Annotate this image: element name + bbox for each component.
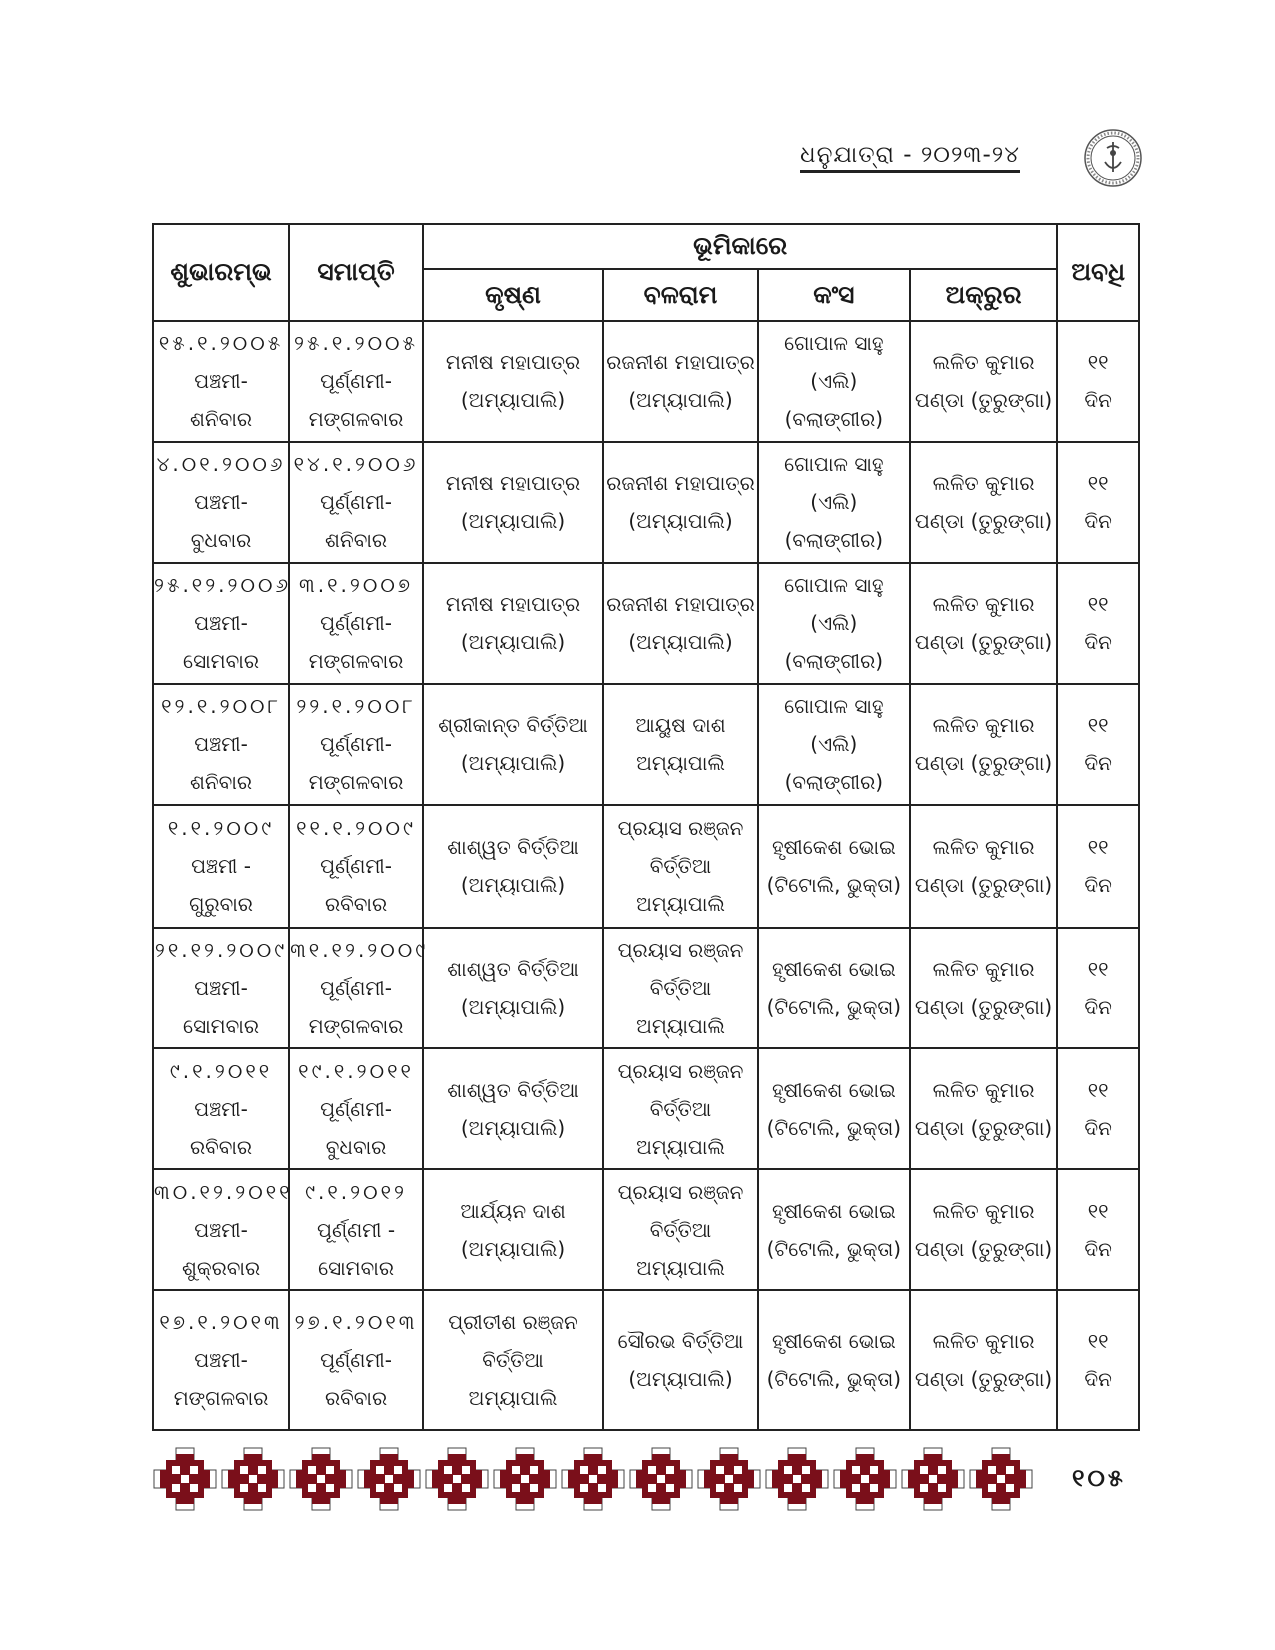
duration-cell-line: ୧୧ <box>1087 835 1109 860</box>
start-cell-line: ୧୨.୧.୨୦୦୮ <box>161 694 281 719</box>
balaram-cell <box>603 684 758 805</box>
balaram-cell-line: ବିର୍ତ୍ତିଆ <box>649 854 712 879</box>
akrura-cell-line: ପଣ୍ଡା (ତୁରୁଙ୍ଗା) <box>914 873 1053 898</box>
balaram-cell-line: ରଜନୀଶ ମହାପାତ୍ର <box>606 471 755 496</box>
balaram-cell-line: ବିର୍ତ୍ତିଆ <box>649 1096 712 1121</box>
krishna-cell-line: ଶ୍ରୀକାନ୍ତ ବିର୍ତ୍ତିଆ <box>438 713 588 738</box>
end-cell-line: ପୂର୍ଣ୍ଣମୀ- <box>320 976 392 1000</box>
kansa-cell-line: ଗୋପାଳ ସାହୁ <box>784 694 884 719</box>
start-cell-line: ପଞ୍ଚମୀ- <box>194 369 248 394</box>
krishna-cell-line: ପ୍ରୀତୀଶ ରଞ୍ଜନ <box>448 1310 578 1335</box>
cross-motif-icon <box>560 1446 626 1512</box>
table-row <box>153 1048 1139 1169</box>
start-cell-line: ୩୦.୧୨.୨୦୧୧ <box>154 1179 293 1204</box>
duration-cell <box>1057 684 1139 805</box>
balaram-cell <box>603 805 758 928</box>
kansa-cell-line: ହୃଷୀକେଶ ଭୋଇ <box>771 835 896 860</box>
start-cell <box>153 442 289 563</box>
table-row <box>153 1290 1139 1430</box>
end-cell-line: ପୂର୍ଣ୍ଣମୀ- <box>320 490 392 515</box>
duration-cell-line: ଦିନ <box>1084 388 1112 413</box>
akrura-cell-line: ଲଳିତ କୁମାର <box>932 835 1035 860</box>
akrura-cell-line: ଲଳିତ କୁମାର <box>932 1077 1035 1102</box>
end-cell-line: ମଙ୍ଗଳବାର <box>308 770 404 795</box>
start-cell <box>153 563 292 684</box>
emblem-seal-icon <box>1083 128 1143 188</box>
kansa-cell-line: ହୃଷୀକେଶ ଭୋଇ <box>771 1329 896 1354</box>
end-cell-line: ମଙ୍ଗଳବାର <box>308 407 404 432</box>
balaram-cell-line: (ଅମ୍ୟାପାଲି) <box>628 1367 733 1392</box>
header-title: ଧନୁଯାତ୍ରା - ୨୦୨୩-୨୪ <box>800 142 1020 173</box>
kansa-cell-line: (ଏଲି) <box>810 369 858 394</box>
column-header-akrura: ଅକ୍ରୁର <box>910 269 1058 321</box>
krishna-cell-line: ମନୀଷ ମହାପାତ୍ର <box>445 350 581 375</box>
balaram-cell <box>603 563 758 684</box>
start-cell-line: ପଞ୍ଚମୀ- <box>194 732 248 757</box>
krishna-cell-line: ଶାଶ୍ୱତ ବିର୍ତ୍ତିଆ <box>447 1077 579 1102</box>
cross-motif-icon <box>832 1446 898 1512</box>
start-cell-line: ୪.୦୧.୨୦୦୬ <box>156 452 286 477</box>
krishna-cell-line: (ଅମ୍ୟାପାଲି) <box>460 1115 566 1140</box>
balaram-cell-line: ରଜନୀଶ ମହାପାତ୍ର <box>606 350 755 375</box>
krishna-cell <box>423 805 603 928</box>
end-cell <box>289 563 423 684</box>
cross-motif-icon <box>900 1446 966 1512</box>
kansa-cell-line: ଗୋପାଳ ସାହୁ <box>784 331 884 356</box>
table-row <box>153 442 1139 563</box>
page-header <box>800 128 1260 198</box>
krishna-cell-line: ମନୀଷ ମହାପାତ୍ର <box>445 471 581 496</box>
krishna-cell-line: ଅମ୍ୟାପାଲି <box>468 1386 558 1411</box>
akrura-cell-line: ଲଳିତ କୁମାର <box>932 350 1035 375</box>
start-cell-line: ମଙ୍ଗଳବାର <box>173 1386 269 1411</box>
kansa-cell <box>758 1048 910 1169</box>
krishna-cell-line: (ଅମ୍ୟାପାଲି) <box>460 388 566 413</box>
cross-motif-icon <box>492 1446 558 1512</box>
duration-cell <box>1057 1169 1139 1290</box>
duration-cell-line: ୧୧ <box>1087 957 1109 981</box>
krishna-cell-line: ଶାଶ୍ୱତ ବିର୍ତ୍ତିଆ <box>447 835 579 860</box>
end-cell-line: ୨୫.୧.୨୦୦୫ <box>294 331 419 356</box>
kansa-cell-line: (ବଲାଙ୍ଗୀର) <box>784 407 884 432</box>
start-cell-line: ୧୫.୧.୨୦୦୫ <box>158 331 284 356</box>
duration-cell <box>1057 928 1139 1049</box>
balaram-cell-line: ବିର୍ତ୍ତିଆ <box>649 1217 712 1242</box>
duration-cell-line: ଦିନ <box>1084 1236 1112 1261</box>
end-cell-line: ୯.୧.୨୦୧୨ <box>305 1179 407 1204</box>
table-body <box>153 321 1139 1430</box>
krishna-cell <box>423 684 603 805</box>
cross-motif-icon <box>424 1446 490 1512</box>
akrura-cell-line: ଲଳିତ କୁମାର <box>932 471 1035 496</box>
akrura-cell-line: ପଣ୍ଡା (ତୁରୁଙ୍ଗା) <box>914 995 1053 1019</box>
page-footer <box>152 1446 1152 1516</box>
cross-motif-icon <box>220 1446 286 1512</box>
end-cell <box>289 321 423 442</box>
balaram-cell <box>603 1169 758 1290</box>
balaram-cell-line: ପ୍ରୟାସ ରଞ୍ଜନ <box>617 938 744 962</box>
start-cell-line: ରବିବାର <box>189 1134 253 1159</box>
duration-cell-line: ୧୧ <box>1087 350 1109 375</box>
balaram-cell <box>603 442 758 563</box>
start-cell-line: ଶନିବାର <box>190 770 253 795</box>
table-row <box>153 684 1139 805</box>
krishna-cell <box>423 1048 603 1169</box>
kansa-cell <box>758 1169 910 1290</box>
kansa-cell-line: (ଟିଟୋଲି, ଭୁକ୍ତା) <box>766 995 902 1019</box>
akrura-cell-line: ପଣ୍ଡା (ତୁରୁଙ୍ଗା) <box>914 751 1053 776</box>
kansa-cell-line: (ଟିଟୋଲି, ଭୁକ୍ତା) <box>766 1115 902 1140</box>
duration-cell-line: ଦିନ <box>1084 1115 1112 1140</box>
akrura-cell <box>910 321 1058 442</box>
balaram-cell-line: ରଜନୀଶ ମହାପାତ୍ର <box>606 592 755 617</box>
duration-cell <box>1057 805 1139 928</box>
balaram-cell-line: (ଅମ୍ୟାପାଲି) <box>628 630 733 655</box>
start-cell-line: ପଞ୍ଚମୀ - <box>191 854 251 879</box>
krishna-cell <box>423 321 603 442</box>
akrura-cell-line: ପଣ୍ଡା (ତୁରୁଙ୍ଗା) <box>914 630 1053 655</box>
end-cell-line: ୧୧.୧.୨୦୦୯ <box>296 816 416 841</box>
kansa-cell-line: ହୃଷୀକେଶ ଭୋଇ <box>771 957 896 981</box>
end-cell <box>289 684 423 805</box>
duration-cell-line: ୧୧ <box>1087 1077 1109 1102</box>
krishna-cell <box>423 442 603 563</box>
start-cell <box>153 1048 289 1169</box>
duration-cell <box>1057 321 1139 442</box>
kansa-cell-line: (ଏଲି) <box>810 732 858 757</box>
balaram-cell-line: ପ୍ରୟାସ ରଞ୍ଜନ <box>617 1179 744 1204</box>
balaram-cell-line: ପ୍ରୟାସ ରଞ୍ଜନ <box>617 1058 744 1083</box>
kansa-cell <box>758 563 910 684</box>
start-cell-line: ସୋମବାର <box>183 1014 259 1038</box>
end-cell-line: ପୂର୍ଣ୍ଣମୀ- <box>320 732 392 757</box>
akrura-cell-line: ଲଳିତ କୁମାର <box>932 1198 1035 1223</box>
cross-motif-icon <box>696 1446 762 1512</box>
kansa-cell-line: (ବଲାଙ୍ଗୀର) <box>784 528 884 553</box>
end-cell-line: ପୂର୍ଣ୍ଣମୀ- <box>320 1096 392 1121</box>
akrura-cell <box>910 1048 1058 1169</box>
table-row <box>153 928 1139 1049</box>
end-cell-line: ୩୧.୧୨.୨୦୦୯ <box>290 938 429 962</box>
start-cell-line: ୯.୧.୨୦୧୧ <box>169 1058 273 1083</box>
end-cell <box>289 1169 423 1290</box>
duration-cell-line: ୧୧ <box>1087 1198 1109 1223</box>
akrura-cell-line: ପଣ୍ଡା (ତୁରୁଙ୍ଗା) <box>914 509 1053 534</box>
akrura-cell <box>910 563 1058 684</box>
start-cell <box>153 1290 289 1430</box>
balaram-cell-line: ଅମ୍ୟାପାଲି <box>636 1134 725 1159</box>
balaram-cell-line: ସୌରଭ ବିର୍ତ୍ତିଆ <box>617 1329 744 1354</box>
akrura-cell-line: ଲଳିତ କୁମାର <box>932 592 1035 617</box>
end-cell-line: ୧୪.୧.୨୦୦୬ <box>293 452 419 477</box>
akrura-cell-line: ପଣ୍ଡା (ତୁରୁଙ୍ଗା) <box>914 1115 1053 1140</box>
kansa-cell-line: (ଟିଟୋଲି, ଭୁକ୍ତା) <box>766 873 902 898</box>
duration-cell-line: ୧୧ <box>1087 592 1109 617</box>
akrura-cell-line: ପଣ୍ଡା (ତୁରୁଙ୍ଗା) <box>914 388 1053 413</box>
end-cell-line: ରବିବାର <box>324 892 388 917</box>
start-cell-line: ୨୫.୧୨.୨୦୦୬ <box>154 573 292 598</box>
start-cell-line: ପଞ୍ଚମୀ- <box>194 1217 248 1242</box>
end-cell <box>289 805 423 928</box>
balaram-cell-line: (ଅମ୍ୟାପାଲି) <box>628 388 733 413</box>
table-row <box>153 805 1139 928</box>
balaram-cell-line: ଆୟୁଷ ଦାଶ <box>635 713 726 738</box>
cross-motif-icon <box>628 1446 694 1512</box>
krishna-cell-line: (ଅମ୍ୟାପାଲି) <box>460 1236 566 1261</box>
table-row <box>153 563 1139 684</box>
krishna-cell <box>423 1290 603 1430</box>
balaram-cell <box>603 321 758 442</box>
duration-cell <box>1057 1048 1139 1169</box>
end-cell-line: ପୂର୍ଣ୍ଣମୀ- <box>320 1348 392 1373</box>
table-row <box>153 321 1139 442</box>
column-header-roles: ଭୂମିକାରେ <box>423 224 1057 269</box>
duration-cell-line: ୧୧ <box>1087 1329 1109 1354</box>
krishna-cell-line: (ଅମ୍ୟାପାଲି) <box>460 630 566 655</box>
balaram-cell <box>603 1290 758 1430</box>
end-cell-line: ୨୭.୧.୨୦୧୩ <box>294 1310 418 1335</box>
end-cell-line: ପୂର୍ଣ୍ଣମୀ - <box>316 1217 396 1242</box>
start-cell-line: ପଞ୍ଚମୀ- <box>194 611 248 636</box>
krishna-cell-line: (ଅମ୍ୟାପାଲି) <box>460 873 566 898</box>
start-cell-line: ୨୧.୧୨.୨୦୦୯ <box>154 938 288 962</box>
start-cell-line: ଶୁକ୍ରବାର <box>181 1255 261 1280</box>
balaram-cell-line: ପ୍ରୟାସ ରଞ୍ଜନ <box>617 816 744 841</box>
akrura-cell-line: ଲଳିତ କୁମାର <box>932 1329 1035 1354</box>
performance-table <box>152 223 1140 1431</box>
end-cell-line: ପୂର୍ଣ୍ଣମୀ- <box>320 369 392 394</box>
krishna-cell-line: (ଅମ୍ୟାପାଲି) <box>460 995 566 1019</box>
akrura-cell <box>910 1169 1058 1290</box>
balaram-cell-line: ବିର୍ତ୍ତିଆ <box>649 976 712 1000</box>
duration-cell-line: ଦିନ <box>1084 630 1112 655</box>
kansa-cell-line: (ବଲାଙ୍ଗୀର) <box>784 770 884 795</box>
kansa-cell-line: ଗୋପାଳ ସାହୁ <box>784 573 884 598</box>
duration-cell-line: ୧୧ <box>1087 471 1109 496</box>
start-cell <box>153 928 289 1049</box>
end-cell-line: ୩.୧.୨୦୦୭ <box>299 573 414 598</box>
end-cell-line: ରବିବାର <box>324 1386 388 1411</box>
kansa-cell <box>758 321 910 442</box>
krishna-cell-line: ବିର୍ତ୍ତିଆ <box>482 1348 544 1373</box>
kansa-cell-line: (ଏଲି) <box>810 611 858 636</box>
krishna-cell-line: (ଅମ୍ୟାପାଲି) <box>460 751 566 776</box>
start-cell <box>153 1169 293 1290</box>
column-header-krishna: କୃଷ୍ଣ <box>423 269 603 321</box>
end-cell-line: ଶନିବାର <box>325 528 388 553</box>
page-number: ୧୦୫ <box>1072 1464 1126 1492</box>
duration-cell-line: ଦିନ <box>1084 1367 1112 1392</box>
cross-motif-icon <box>356 1446 422 1512</box>
cross-motif-icon <box>764 1446 830 1512</box>
cross-motif-icon <box>152 1446 218 1512</box>
akrura-cell-line: ପଣ୍ଡା (ତୁରୁଙ୍ଗା) <box>914 1367 1053 1392</box>
akrura-cell-line: ପଣ୍ଡା (ତୁରୁଙ୍ଗା) <box>914 1236 1053 1261</box>
balaram-cell-line: ଅମ୍ୟାପାଲି <box>636 751 725 776</box>
end-cell-line: ପୂର୍ଣ୍ଣମୀ- <box>320 854 392 879</box>
start-cell-line: ସୋମବାର <box>183 649 259 674</box>
start-cell-line: ପଞ୍ଚମୀ- <box>194 490 248 515</box>
kansa-cell-line: ଗୋପାଳ ସାହୁ <box>784 452 884 477</box>
end-cell-line: ପୂର୍ଣ୍ଣମୀ- <box>320 611 392 636</box>
duration-cell <box>1057 1290 1139 1430</box>
start-cell-line: ପଞ୍ଚମୀ- <box>194 1348 248 1373</box>
akrura-cell <box>910 805 1058 928</box>
kansa-cell <box>758 1290 910 1430</box>
kansa-cell-line: ହୃଷୀକେଶ ଭୋଇ <box>771 1198 896 1223</box>
krishna-cell <box>423 563 603 684</box>
end-cell-line: ୧୯.୧.୨୦୧୧ <box>298 1058 414 1083</box>
kansa-cell <box>758 805 910 928</box>
balaram-cell <box>603 1048 758 1169</box>
column-header-balaram: ବଳରାମ <box>603 269 758 321</box>
akrura-cell <box>910 928 1058 1049</box>
akrura-cell-line: ଲଳିତ କୁମାର <box>932 713 1035 738</box>
end-cell-line: ୨୨.୧.୨୦୦୮ <box>296 694 416 719</box>
duration-cell-line: ଦିନ <box>1084 873 1112 898</box>
start-cell <box>153 321 289 442</box>
end-cell-line: ମଙ୍ଗଳବାର <box>308 649 404 674</box>
balaram-cell-line: ଅମ୍ୟାପାଲି <box>636 892 725 917</box>
kansa-cell-line: (ଏଲି) <box>810 490 858 515</box>
krishna-cell <box>423 928 603 1049</box>
kansa-cell <box>758 684 910 805</box>
end-cell <box>289 442 423 563</box>
duration-cell <box>1057 563 1139 684</box>
start-cell-line: ୧.୧.୨୦୦୯ <box>167 816 275 841</box>
kansa-cell <box>758 442 910 563</box>
column-header-end: ସମାପ୍ତି <box>289 224 423 321</box>
start-cell-line: ପଞ୍ଚମୀ- <box>194 976 248 1000</box>
duration-cell-line: ଦିନ <box>1084 751 1112 776</box>
krishna-cell-line: ଆର୍ଯ୍ୟନ ଦାଶ <box>460 1198 566 1223</box>
balaram-cell-line: (ଅମ୍ୟାପାଲି) <box>628 509 733 534</box>
start-cell-line: ପଞ୍ଚମୀ- <box>194 1096 248 1121</box>
krishna-cell-line: (ଅମ୍ୟାପାଲି) <box>460 509 566 534</box>
column-header-kansa: କଂସ <box>758 269 910 321</box>
kansa-cell-line: (ଟିଟୋଲି, ଭୁକ୍ତା) <box>766 1367 902 1392</box>
start-cell <box>153 684 289 805</box>
end-cell <box>289 1290 423 1430</box>
krishna-cell-line: ଶାଶ୍ୱତ ବିର୍ତ୍ତିଆ <box>447 957 579 981</box>
akrura-cell-line: ଲଳିତ କୁମାର <box>932 957 1035 981</box>
akrura-cell <box>910 684 1058 805</box>
start-cell <box>153 805 289 928</box>
column-header-start: ଶୁଭାରମ୍ଭ <box>153 224 289 321</box>
start-cell-line: ଗୁରୁବାର <box>189 892 253 917</box>
end-cell-line: ବୁଧବାର <box>325 1134 387 1159</box>
column-header-duration: ଅବଧି <box>1057 224 1139 321</box>
akrura-cell <box>910 1290 1058 1430</box>
start-cell-line: ଶନିବାର <box>190 407 253 432</box>
end-cell-line: ମଙ୍ଗଳବାର <box>308 1014 404 1038</box>
kansa-cell-line: (ବଲାଙ୍ଗୀର) <box>784 649 884 674</box>
akrura-cell <box>910 442 1058 563</box>
end-cell-line: ସୋମବାର <box>318 1255 395 1280</box>
kansa-cell <box>758 928 910 1049</box>
duration-cell <box>1057 442 1139 563</box>
start-cell-line: ବୁଧବାର <box>190 528 252 553</box>
duration-cell-line: ୧୧ <box>1087 713 1109 738</box>
cross-motif-icon <box>288 1446 354 1512</box>
balaram-cell-line: ଅମ୍ୟାପାଲି <box>636 1014 725 1038</box>
balaram-cell <box>603 928 758 1049</box>
krishna-cell-line: ମନୀଷ ମହାପାତ୍ର <box>445 592 581 617</box>
end-cell <box>289 928 429 1049</box>
kansa-cell-line: (ଟିଟୋଲି, ଭୁକ୍ତା) <box>766 1236 902 1261</box>
table-row <box>153 1169 1139 1290</box>
balaram-cell-line: ଅମ୍ୟାପାଲି <box>636 1255 725 1280</box>
duration-cell-line: ଦିନ <box>1084 509 1112 534</box>
krishna-cell <box>423 1169 603 1290</box>
start-cell-line: ୧୭.୧.୨୦୧୩ <box>159 1310 283 1335</box>
duration-cell-line: ଦିନ <box>1084 995 1112 1019</box>
end-cell <box>289 1048 423 1169</box>
kansa-cell-line: ହୃଷୀକେଶ ଭୋଇ <box>771 1077 896 1102</box>
cross-motif-icon <box>968 1446 1034 1512</box>
